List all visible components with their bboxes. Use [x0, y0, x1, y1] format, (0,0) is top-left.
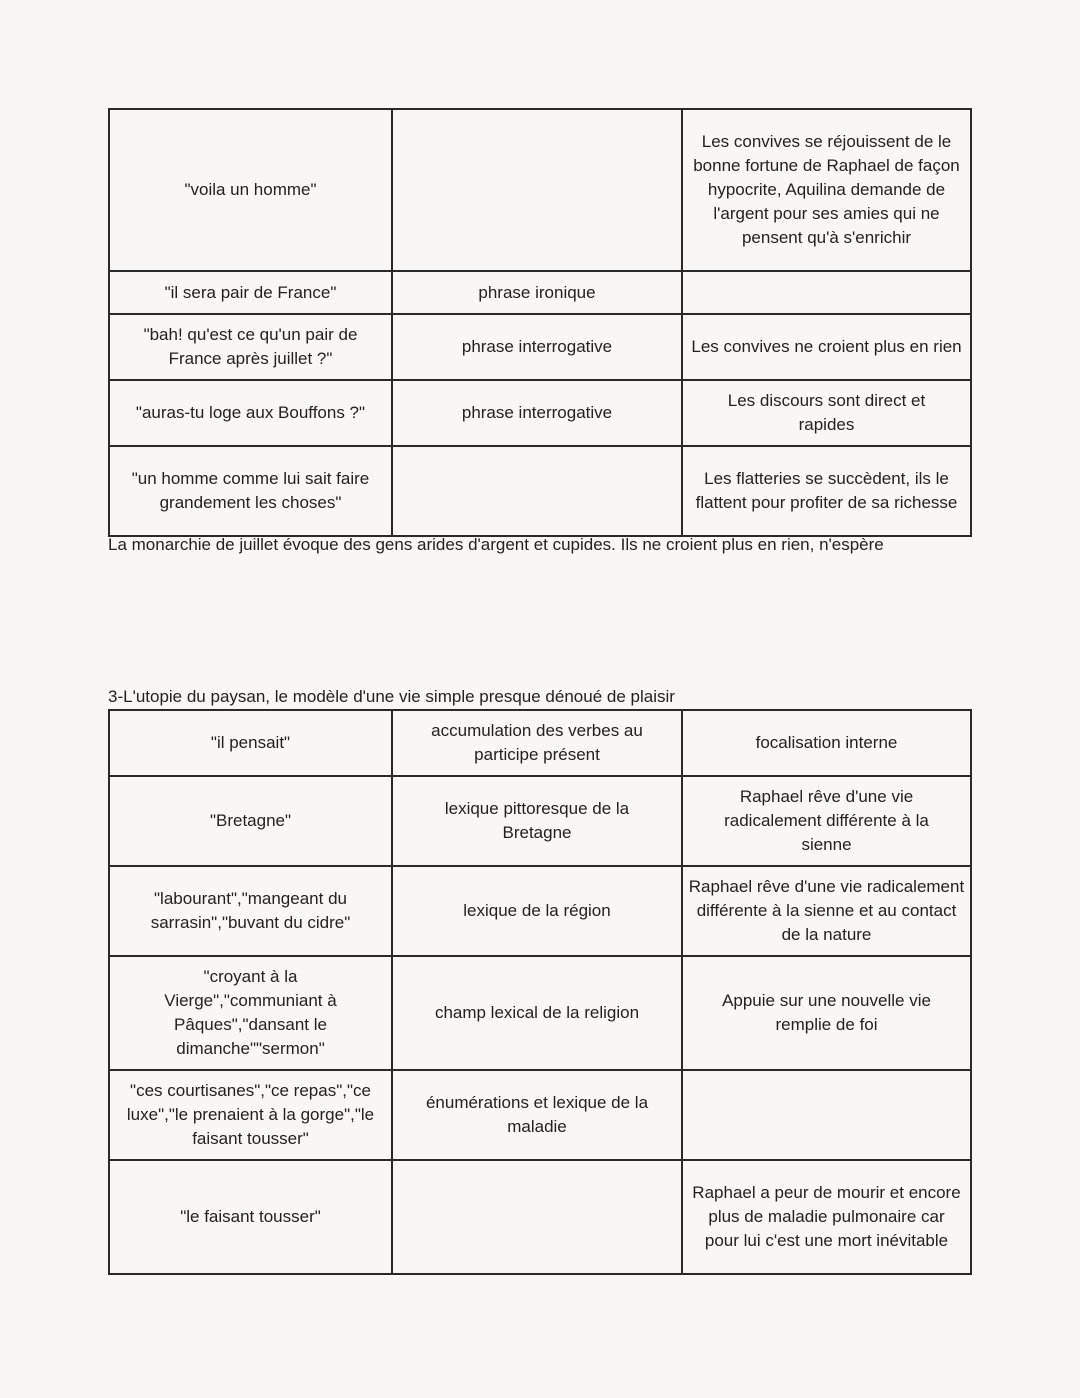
interpretation-cell: Raphael a peur de mourir et encore plus de maladie pulmonaire car pour lui c'est une mort inévitable — [682, 1160, 971, 1274]
quote-cell: "labourant","mangeant du sarrasin","buvant du cidre" — [109, 866, 392, 956]
quote-cell: "un homme comme lui sait faire grandement les choses" — [109, 446, 392, 536]
table-row — [109, 710, 971, 776]
table-row — [109, 380, 971, 446]
device-cell: phrase interrogative — [392, 314, 682, 380]
quote-cell: "auras-tu loge aux Bouffons ?" — [109, 380, 392, 446]
table-row — [109, 776, 971, 866]
table-row — [109, 314, 971, 380]
table-row — [109, 446, 971, 536]
interpretation-cell: Raphael rêve d'une vie radicalement différente à la sienne et au contact de la nature — [682, 866, 971, 956]
interpretation-cell: Raphael rêve d'une vie radicalement différente à la sienne — [682, 776, 971, 866]
device-cell — [392, 109, 682, 271]
table-row — [109, 109, 971, 271]
quote-cell: "il sera pair de France" — [109, 271, 392, 314]
table-row — [109, 1070, 971, 1160]
quote-cell: "croyant à la Vierge","communiant à Pâques","dansant le dimanche""sermon" — [109, 956, 392, 1070]
table-row — [109, 271, 971, 314]
quote-cell: "voila un homme" — [109, 109, 392, 271]
device-cell: champ lexical de la religion — [392, 956, 682, 1070]
section-heading: 3-L'utopie du paysan, le modèle d'une vie simple presque dénoué de plaisir — [108, 687, 675, 706]
quote-cell: "ces courtisanes","ce repas","ce luxe","le prenaient à la gorge","le faisant tousser" — [109, 1070, 392, 1160]
quote-cell: "il pensait" — [109, 710, 392, 776]
interpretation-cell — [682, 271, 971, 314]
device-cell: accumulation des verbes au participe présent — [392, 710, 682, 776]
interpretation-cell: Les flatteries se succèdent, ils le flattent pour profiter de sa richesse — [682, 446, 971, 536]
quote-cell: "le faisant tousser" — [109, 1160, 392, 1274]
analysis-table-1 — [108, 108, 972, 537]
table-row — [109, 866, 971, 956]
interpretation-cell: focalisation interne — [682, 710, 971, 776]
device-cell: lexique pittoresque de la Bretagne — [392, 776, 682, 866]
device-cell: lexique de la région — [392, 866, 682, 956]
conclusion-paragraph: La monarchie de juillet évoque des gens arides d'argent et cupides. Ils ne croient plus en rien, n'espère — [108, 535, 884, 554]
table-row — [109, 956, 971, 1070]
quote-cell: "bah! qu'est ce qu'un pair de France après juillet ?" — [109, 314, 392, 380]
interpretation-cell: Les convives se réjouissent de le bonne fortune de Raphael de façon hypocrite, Aquilina demande de l'argent pour ses amies qui ne pensent qu'à s'enrichir — [682, 109, 971, 271]
device-cell: phrase ironique — [392, 271, 682, 314]
device-cell — [392, 446, 682, 536]
analysis-table-2 — [108, 709, 972, 1275]
table-row — [109, 1160, 971, 1274]
interpretation-cell: Les discours sont direct et rapides — [682, 380, 971, 446]
interpretation-cell — [682, 1070, 971, 1160]
device-cell: énumérations et lexique de la maladie — [392, 1070, 682, 1160]
device-cell: phrase interrogative — [392, 380, 682, 446]
interpretation-cell: Appuie sur une nouvelle vie remplie de foi — [682, 956, 971, 1070]
device-cell — [392, 1160, 682, 1274]
quote-cell: "Bretagne" — [109, 776, 392, 866]
interpretation-cell: Les convives ne croient plus en rien — [682, 314, 971, 380]
